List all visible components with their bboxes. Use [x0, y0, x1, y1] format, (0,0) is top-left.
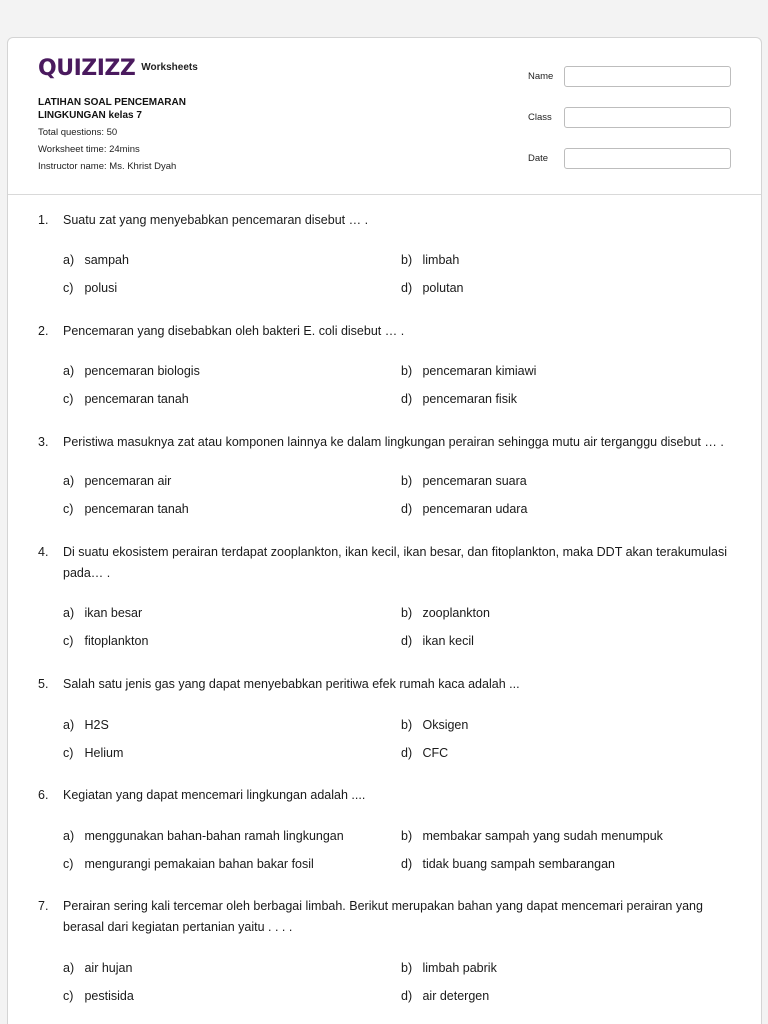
- question-number: 2.: [38, 324, 49, 338]
- question-number: 3.: [38, 435, 49, 449]
- option-c[interactable]: c) mengurangi pemakaian bahan bakar fosil: [63, 857, 314, 871]
- option-d[interactable]: d) pencemaran udara: [401, 502, 528, 516]
- question-number: 5.: [38, 677, 49, 691]
- option-b[interactable]: b) pencemaran kimiawi: [401, 364, 537, 378]
- option-a[interactable]: a) pencemaran biologis: [63, 364, 200, 378]
- name-label: Name: [528, 70, 554, 82]
- question-number: 1.: [38, 213, 49, 227]
- option-c[interactable]: c) Helium: [63, 746, 124, 760]
- option-c[interactable]: c) pestisida: [63, 989, 134, 1003]
- name-input[interactable]: [564, 66, 731, 87]
- option-d[interactable]: d) CFC: [401, 746, 449, 760]
- option-a[interactable]: a) H2S: [63, 718, 109, 732]
- question-text: Di suatu ekosistem perairan terdapat zooplankton, ikan kecil, ikan besar, dan fitoplankton, maka DDT akan terakumulasi pada… .: [63, 545, 728, 580]
- option-b[interactable]: b) pencemaran suara: [401, 474, 527, 488]
- question-number: 6.: [38, 788, 49, 802]
- class-label: Class: [528, 111, 552, 123]
- question-text: Peristiwa masuknya zat atau komponen lainnya ke dalam lingkungan perairan sehingga mutu air terganggu disebut … .: [63, 435, 724, 449]
- option-b[interactable]: b) limbah: [401, 253, 460, 267]
- question-number: 4.: [38, 545, 49, 559]
- worksheet-header: [8, 38, 761, 195]
- date-label: Date: [528, 152, 549, 164]
- option-a[interactable]: a) pencemaran air: [63, 474, 172, 488]
- question-text: Kegiatan yang dapat mencemari lingkungan adalah ....: [63, 788, 366, 802]
- question-number: 7.: [38, 899, 49, 913]
- option-c[interactable]: c) fitoplankton: [63, 634, 149, 648]
- total-questions: Total questions: 50: [38, 127, 118, 138]
- brand: [38, 58, 198, 80]
- worksheet-title-line1: LATIHAN SOAL PENCEMARAN: [38, 97, 186, 108]
- option-c[interactable]: c) polusi: [63, 281, 118, 295]
- option-d[interactable]: d) polutan: [401, 281, 464, 295]
- option-a[interactable]: a) air hujan: [63, 961, 133, 975]
- question-text: Suatu zat yang menyebabkan pencemaran disebut … .: [63, 213, 369, 227]
- logo-subtitle: Worksheets: [141, 61, 198, 73]
- option-a[interactable]: a) menggunakan bahan-bahan ramah lingkungan: [63, 829, 344, 843]
- option-c[interactable]: c) pencemaran tanah: [63, 502, 189, 516]
- class-field-row: [508, 106, 734, 128]
- worksheet-time: Worksheet time: 24mins: [38, 144, 140, 155]
- option-b[interactable]: b) membakar sampah yang sudah menumpuk: [401, 829, 663, 843]
- name-field-row: [508, 65, 734, 87]
- question-text: Perairan sering kali tercemar oleh berbagai limbah. Berikut merupakan bahan yang dapat mencemari perairan yang berasal dari kegiatan pertanian yaitu . . . .: [63, 899, 703, 934]
- option-b[interactable]: b) zooplankton: [401, 606, 490, 620]
- question-text: Salah satu jenis gas yang dapat menyebabkan peritiwa efek rumah kaca adalah ...: [63, 677, 520, 691]
- question-text: Pencemaran yang disebabkan oleh bakteri E. coli disebut … .: [63, 324, 405, 338]
- date-field-row: [508, 147, 734, 169]
- option-d[interactable]: d) tidak buang sampah sembarangan: [401, 857, 615, 871]
- quizizz-logo: QUIZIZZ: [38, 56, 136, 81]
- worksheet-meta: [38, 96, 338, 173]
- option-c[interactable]: c) pencemaran tanah: [63, 392, 189, 406]
- option-a[interactable]: a) ikan besar: [63, 606, 143, 620]
- worksheet-title-line2: LINGKUNGAN kelas 7: [38, 110, 142, 121]
- instructor-name: Instructor name: Ms. Khrist Dyah: [38, 161, 177, 172]
- option-d[interactable]: d) pencemaran fisik: [401, 392, 517, 406]
- worksheet-page: [7, 37, 762, 1024]
- option-d[interactable]: d) ikan kecil: [401, 634, 474, 648]
- option-b[interactable]: b) limbah pabrik: [401, 961, 497, 975]
- date-input[interactable]: [564, 148, 731, 169]
- class-input[interactable]: [564, 107, 731, 128]
- option-a[interactable]: a) sampah: [63, 253, 129, 267]
- option-d[interactable]: d) air detergen: [401, 989, 490, 1003]
- option-b[interactable]: b) Oksigen: [401, 718, 469, 732]
